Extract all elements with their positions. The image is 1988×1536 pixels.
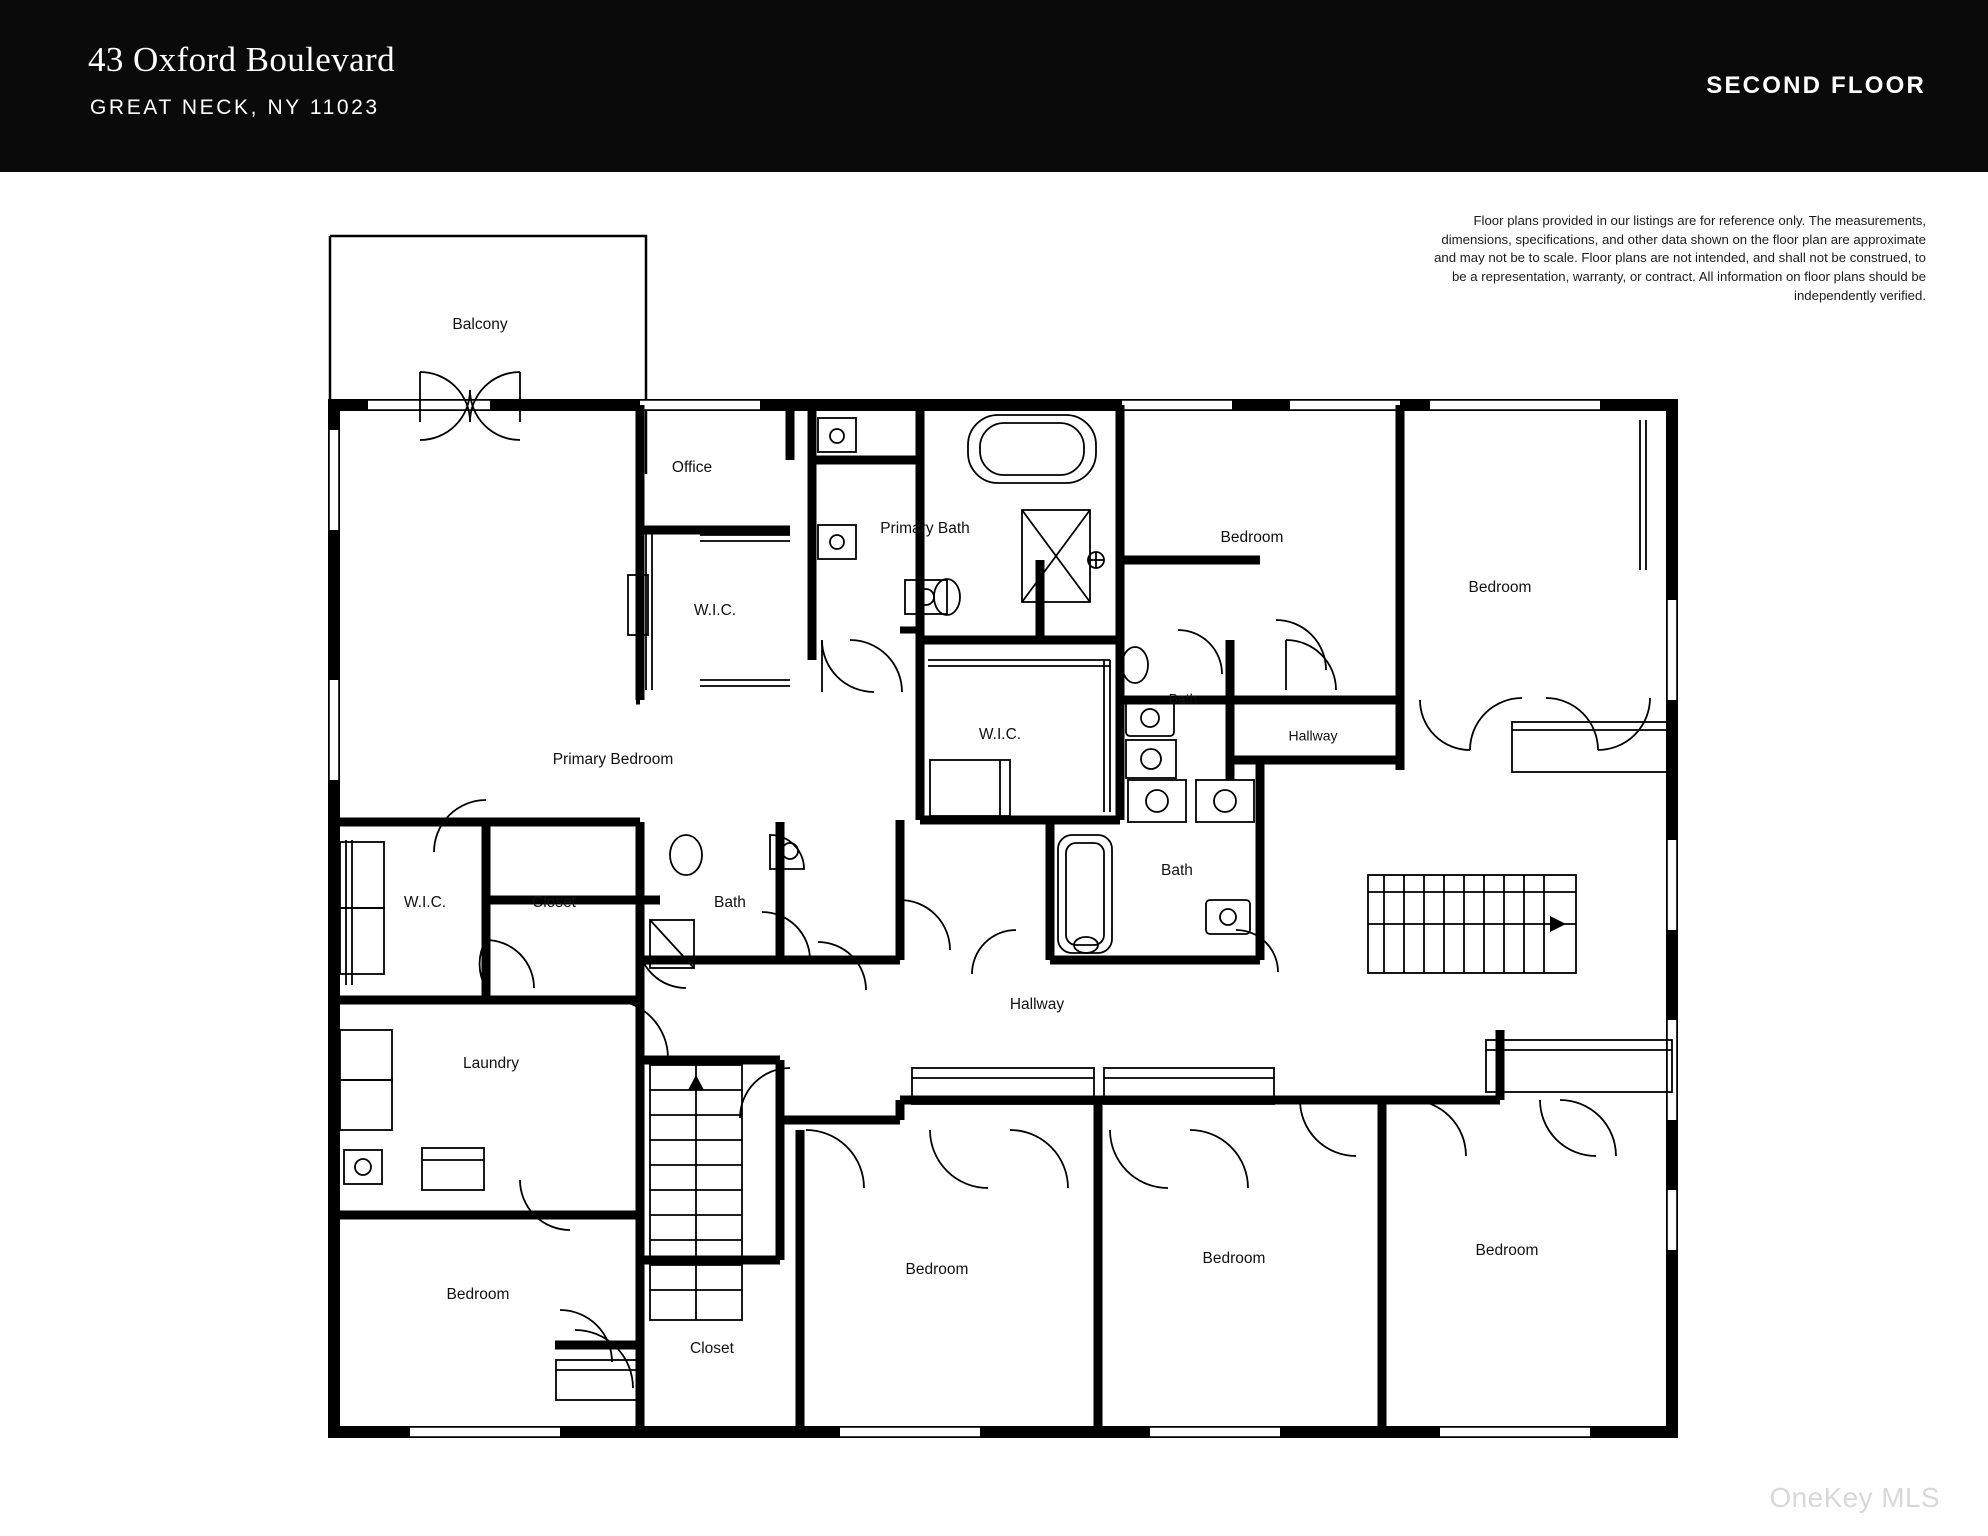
room-label: Closet: [532, 894, 576, 912]
room-label: Laundry: [462, 1055, 520, 1073]
room-label: Hallway: [1009, 996, 1065, 1014]
room-label: Bedroom: [1475, 1242, 1539, 1260]
room-label: W.I.C.: [693, 602, 737, 620]
balcony-outline: [330, 236, 646, 474]
disclaimer-text: Floor plans provided in our listings are for reference only. The measurements, dimensions, specifications, and other data shown on the floor plan are approximate and may not be to scale. Floor plans are not intended, and shall not be construed, to be a representation, warranty, or contract. All information on floor plans should be independently verified.: [1434, 213, 1926, 303]
interior-walls: [334, 405, 1672, 1432]
room-label: Bedroom: [1468, 579, 1532, 597]
room-label: Primary Bedroom: [552, 751, 674, 769]
door-jambs: [640, 630, 1260, 790]
room-label: Bath: [714, 894, 746, 912]
room-label: Bedroom: [1220, 529, 1284, 547]
exterior-windows: [334, 405, 1672, 1432]
room-label: Primary Bath: [880, 520, 970, 538]
fixtures: [340, 372, 1672, 1400]
exterior-walls: [334, 405, 1672, 1432]
page-title: 43 Oxford Boulevard: [88, 40, 395, 79]
room-label: Balcony: [452, 316, 508, 334]
room-label: Closet: [690, 1340, 734, 1358]
page-subtitle: GREAT NECK, NY 11023: [90, 96, 380, 119]
room-labels: [404, 316, 1539, 1357]
room-label: Bath: [1168, 690, 1198, 707]
room-label: Office: [671, 459, 713, 477]
room-label: Bedroom: [905, 1261, 969, 1279]
room-label: Bedroom: [446, 1286, 510, 1304]
room-label: W.I.C.: [978, 726, 1022, 744]
room-label: W.I.C.: [403, 894, 447, 912]
exterior-window-lines: [329, 400, 1677, 1437]
room-label: Hallway: [1288, 727, 1338, 744]
room-label: Bedroom: [1202, 1250, 1266, 1268]
watermark: OneKey MLS: [1769, 1482, 1940, 1513]
floor-label: SECOND FLOOR: [1706, 72, 1926, 99]
room-label: Bath: [1161, 862, 1193, 880]
